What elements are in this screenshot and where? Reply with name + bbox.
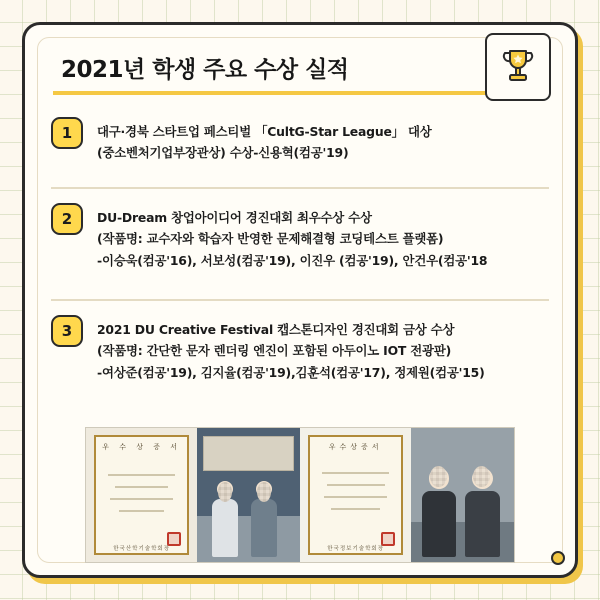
page-title: 2021년 학생 주요 수상 실적	[61, 57, 349, 83]
person-body	[465, 491, 500, 557]
award-line: -이승욱(컴공'16), 서보성(컴공'19), 이진우 (컴공'19), 안건우(컴공'18	[97, 252, 488, 268]
certificate-footer: 한국산학기술학회장	[113, 546, 171, 552]
certificate-line	[108, 474, 175, 476]
award-text-block	[97, 117, 549, 164]
photo-strip	[85, 427, 515, 563]
award-ceremony-photo	[197, 428, 300, 562]
photo-banner	[203, 436, 293, 471]
award-line: -여상준(컴공'19), 김지율(컴공'19),김훈석(컴공'17), 정제원(컴공'15)	[97, 364, 485, 380]
title-underline	[53, 91, 547, 95]
award-line: 2021 DU Creative Festival 캡스톤디자인 경진대회 금상 수상	[97, 322, 455, 337]
person-body	[212, 499, 239, 557]
certificate-photo-1	[86, 428, 197, 562]
certificate-caption: 우 수 상 증 서	[102, 443, 181, 451]
award-number-badge: 1	[51, 117, 83, 149]
certificate-caption: 우수상증서	[328, 443, 383, 451]
award-entry-3	[51, 315, 549, 383]
face-mosaic	[218, 482, 232, 502]
title-row	[53, 47, 547, 105]
award-entry-2	[51, 203, 549, 271]
award-line: (작품명: 교수자와 학습자 반영한 문제해결형 코딩테스트 플랫폼)	[97, 231, 444, 247]
award-line: DU-Dream 창업아이디어 경진대회 최우수상 수상	[97, 210, 372, 225]
award-text-block	[97, 315, 549, 383]
certificate-line	[115, 486, 168, 488]
students-photo	[411, 428, 514, 562]
award-entry-1	[51, 117, 549, 164]
award-line: 대구·경북 스타트업 페스티벌 「CultG-Star League」 대상	[97, 124, 432, 139]
certificate-line	[324, 496, 386, 498]
award-line: (작품명: 간단한 문자 렌더링 엔진이 포함된 아두이노 IOT 전광판)	[97, 343, 452, 359]
award-number-badge: 2	[51, 203, 83, 235]
entry-divider	[51, 187, 549, 189]
award-line: (중소벤처기업부장관상) 수상-신용혁(컴공'19)	[97, 145, 349, 161]
award-number-badge: 3	[51, 315, 83, 347]
entry-divider	[51, 299, 549, 301]
certificate-line	[327, 484, 385, 486]
certificate-line	[331, 508, 380, 510]
certificate-footer: 한국정보기술학회장	[327, 546, 385, 552]
face-mosaic	[430, 466, 447, 487]
award-text-block	[97, 203, 549, 271]
person-body	[422, 491, 457, 557]
person-body	[251, 499, 278, 557]
certificate-line	[119, 510, 164, 512]
trophy-icon	[485, 33, 551, 101]
corner-decoration-dot	[551, 551, 565, 565]
certificate-photo-2	[300, 428, 411, 562]
face-mosaic	[257, 482, 271, 502]
certificate-line	[110, 498, 172, 500]
certificate-line	[322, 472, 389, 474]
award-card	[22, 22, 578, 578]
